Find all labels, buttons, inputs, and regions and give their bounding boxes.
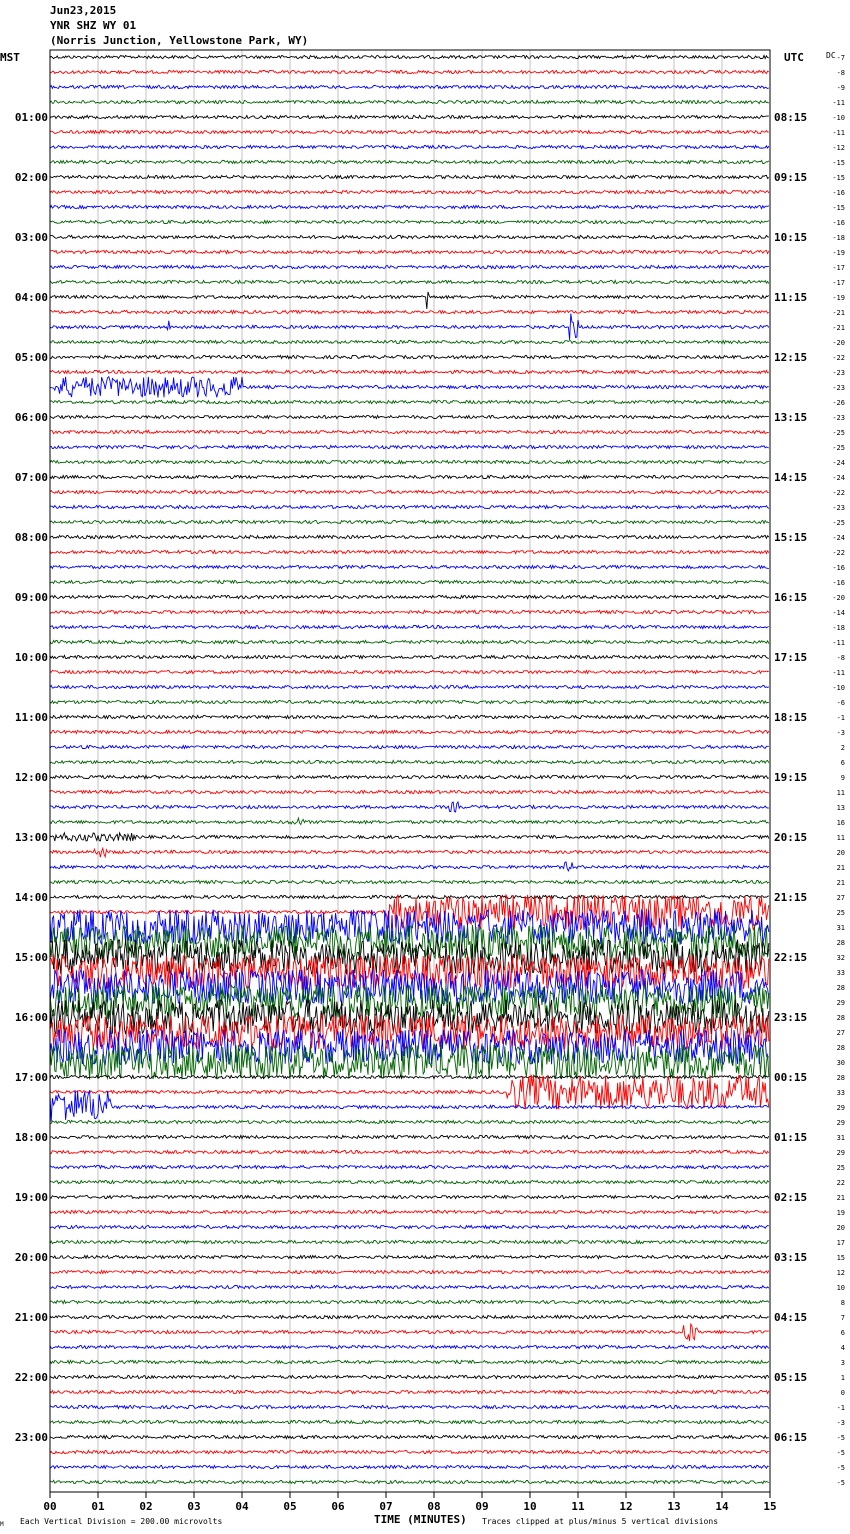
trace-row — [50, 70, 769, 73]
mst-hour-label: 08:00 — [14, 531, 48, 544]
trace-row — [50, 1360, 769, 1363]
dc-offset-label: -8 — [836, 654, 845, 662]
dc-offset-label: 28 — [836, 984, 845, 992]
dc-offset-label: -11 — [832, 129, 845, 137]
dc-offset-label: -14 — [832, 609, 845, 617]
utc-hour-label: 00:15 — [774, 1071, 808, 1084]
dc-offset-label: 16 — [836, 819, 845, 827]
mst-hour-label: 16:00 — [14, 1011, 48, 1024]
dc-offset-label: -15 — [832, 174, 845, 182]
dc-offset-label: -12 — [832, 144, 845, 152]
utc-hour-label: 16:15 — [774, 591, 808, 604]
dc-offset-label: 22 — [836, 1179, 845, 1187]
dc-offset-label: -8 — [836, 69, 845, 77]
dc-offset-label: -22 — [832, 354, 845, 362]
mst-hour-label: 17:00 — [14, 1071, 48, 1084]
dc-offset-label: 12 — [836, 1269, 845, 1277]
dc-offset-label: -25 — [832, 519, 845, 527]
mst-hour-label: 11:00 — [14, 711, 48, 724]
dc-offset-label: -24 — [832, 459, 845, 467]
dc-offset-label: -5 — [836, 1434, 845, 1442]
dc-offset-label: -16 — [832, 579, 845, 587]
dc-offset-label: -23 — [832, 414, 845, 422]
dc-offset-label: -23 — [832, 384, 845, 392]
dc-offset-label: -3 — [836, 729, 845, 737]
trace-row — [50, 460, 769, 463]
utc-hour-label: 11:15 — [774, 291, 808, 304]
trace-row — [50, 580, 769, 583]
trace-row — [50, 310, 769, 313]
dc-offset-label: -5 — [836, 1449, 845, 1457]
x-tick-label: 01 — [91, 1500, 105, 1513]
dc-offset-label: 25 — [836, 1164, 845, 1172]
dc-offset-label: -21 — [832, 309, 845, 317]
trace-row — [50, 1345, 769, 1348]
dc-offset-label: 29 — [836, 1149, 845, 1157]
x-tick-label: 03 — [187, 1500, 201, 1513]
x-tick-label: 13 — [667, 1500, 681, 1513]
trace-row — [50, 595, 769, 598]
dc-offset-label: -22 — [832, 549, 845, 557]
trace-row — [50, 730, 769, 733]
dc-offset-label: -7 — [836, 54, 845, 62]
utc-hour-label: 08:15 — [774, 111, 808, 124]
trace-row — [50, 1075, 769, 1078]
trace-row — [50, 130, 769, 133]
trace-row — [50, 145, 769, 148]
trace-row — [50, 862, 769, 871]
trace-row — [50, 1150, 769, 1153]
dc-offset-label: 4 — [840, 1344, 845, 1352]
x-tick-label: 15 — [763, 1500, 777, 1513]
left-tz-label: MST — [0, 51, 20, 64]
trace-row — [50, 175, 769, 178]
trace-row — [50, 700, 769, 703]
dc-offset-label: 10 — [836, 1284, 845, 1292]
trace-row — [50, 535, 769, 538]
dc-offset-label: 33 — [836, 1089, 845, 1097]
mst-hour-label: 10:00 — [14, 651, 48, 664]
dc-offset-label: 29 — [836, 1119, 845, 1127]
x-tick-label: 05 — [283, 1500, 297, 1513]
trace-row — [50, 400, 769, 403]
trace-row — [50, 415, 769, 418]
mst-hour-label: 09:00 — [14, 591, 48, 604]
trace-row — [50, 1255, 769, 1258]
dc-offset-label: -21 — [832, 324, 845, 332]
dc-offset-label: 2 — [840, 744, 845, 752]
mst-hour-label: 02:00 — [14, 171, 48, 184]
dc-offset-label: 21 — [836, 864, 845, 872]
trace-row — [50, 1480, 769, 1483]
dc-offset-label: 30 — [836, 1059, 845, 1067]
mst-hour-label: 19:00 — [14, 1191, 48, 1204]
dc-offset-label: 29 — [836, 999, 845, 1007]
trace-row — [50, 85, 769, 88]
clip-note: Traces clipped at plus/minus 5 vertical divisions — [482, 1517, 719, 1526]
dc-offset-label: -6 — [836, 699, 845, 707]
utc-hour-label: 04:15 — [774, 1311, 808, 1324]
dc-offset-label: -17 — [832, 279, 845, 287]
dc-offset-label: 21 — [836, 879, 845, 887]
dc-offset-label: -11 — [832, 669, 845, 677]
dc-offset-label: 0 — [840, 1389, 845, 1397]
utc-hour-label: 19:15 — [774, 771, 808, 784]
dc-offset-label: 27 — [836, 894, 845, 902]
trace-row — [50, 745, 769, 748]
dc-offset-label: -15 — [832, 204, 845, 212]
x-tick-label: 07 — [379, 1500, 393, 1513]
dc-offset-label: -17 — [832, 264, 845, 272]
utc-hour-label: 10:15 — [774, 231, 808, 244]
trace-row — [50, 1465, 769, 1468]
trace-row — [50, 818, 769, 825]
trace-row — [50, 1315, 769, 1318]
mst-hour-label: 14:00 — [14, 891, 48, 904]
dc-offset-label: -19 — [832, 294, 845, 302]
header-location: (Norris Junction, Yellowstone Park, WY) — [50, 34, 309, 47]
x-tick-label: 06 — [331, 1500, 345, 1513]
trace-row — [50, 1090, 769, 1121]
x-tick-label: 00 — [43, 1500, 57, 1513]
utc-hour-label: 18:15 — [774, 711, 808, 724]
dc-offset-label: 15 — [836, 1254, 845, 1262]
dc-offset-label: -23 — [832, 369, 845, 377]
dc-offset-label: 11 — [836, 789, 845, 797]
trace-row — [50, 880, 769, 883]
trace-row — [50, 220, 769, 223]
mst-hour-label: 03:00 — [14, 231, 48, 244]
trace-row — [50, 445, 769, 448]
dc-offset-label: -23 — [832, 504, 845, 512]
dc-offset-label: -24 — [832, 534, 845, 542]
trace-row — [50, 370, 769, 373]
trace-row — [50, 550, 769, 553]
x-tick-label: 11 — [571, 1500, 585, 1513]
utc-hour-label: 15:15 — [774, 531, 808, 544]
trace-row — [50, 1270, 769, 1273]
trace-row — [50, 235, 769, 238]
trace-row — [50, 655, 769, 658]
utc-hour-label: 03:15 — [774, 1251, 808, 1264]
utc-hour-label: 06:15 — [774, 1431, 808, 1444]
dc-offset-label: 25 — [836, 909, 845, 917]
utc-hour-label: 22:15 — [774, 951, 808, 964]
trace-row — [50, 895, 769, 898]
trace-row — [50, 355, 769, 358]
dc-offset-label: 29 — [836, 1104, 845, 1112]
trace-row — [50, 1225, 769, 1228]
trace-row — [50, 314, 769, 340]
dc-offset-label: 20 — [836, 849, 845, 857]
trace-row — [50, 610, 769, 613]
dc-offset-label: 6 — [840, 1329, 845, 1337]
trace-row — [50, 640, 769, 643]
dc-offset-label: 17 — [836, 1239, 845, 1247]
dc-offset-label: 28 — [836, 939, 845, 947]
utc-hour-label: 02:15 — [774, 1191, 808, 1204]
mst-hour-label: 18:00 — [14, 1131, 48, 1144]
x-tick-label: 09 — [475, 1500, 489, 1513]
trace-row — [50, 625, 769, 628]
dc-offset-label: 3 — [840, 1359, 845, 1367]
utc-hour-label: 17:15 — [774, 651, 808, 664]
trace-row — [50, 265, 769, 268]
utc-hour-label: 12:15 — [774, 351, 808, 364]
dc-offset-label: 13 — [836, 804, 845, 812]
trace-row — [50, 565, 769, 568]
dc-label: DC — [826, 51, 836, 60]
dc-offset-label: 28 — [836, 1044, 845, 1052]
dc-offset-label: -20 — [832, 594, 845, 602]
utc-hour-label: 20:15 — [774, 831, 808, 844]
trace-row — [50, 490, 769, 493]
dc-offset-label: -25 — [832, 444, 845, 452]
trace-row — [50, 475, 769, 478]
dc-offset-label: -9 — [836, 84, 845, 92]
utc-hour-label: 21:15 — [774, 891, 808, 904]
utc-hour-label: 09:15 — [774, 171, 808, 184]
dc-offset-label: 19 — [836, 1209, 845, 1217]
dc-offset-label: -20 — [832, 339, 845, 347]
mst-hour-label: 15:00 — [14, 951, 48, 964]
x-tick-label: 10 — [523, 1500, 537, 1513]
dc-offset-label: -19 — [832, 249, 845, 257]
utc-hour-label: 23:15 — [774, 1011, 808, 1024]
trace-row — [50, 1165, 769, 1168]
dc-offset-label: 28 — [836, 1074, 845, 1082]
trace-row — [50, 1324, 769, 1341]
dc-offset-label: -11 — [832, 99, 845, 107]
mst-hour-label: 01:00 — [14, 111, 48, 124]
header-station: YNR SHZ WY 01 — [50, 19, 137, 32]
trace-row — [50, 1450, 769, 1453]
dc-offset-label: -18 — [832, 624, 845, 632]
right-tz-label: UTC — [784, 51, 804, 64]
trace-row — [50, 160, 769, 163]
x-tick-label: 04 — [235, 1500, 249, 1513]
dc-offset-label: -10 — [832, 114, 845, 122]
dc-offset-label: -3 — [836, 1419, 845, 1427]
dc-offset-label: 7 — [840, 1314, 845, 1322]
dc-offset-label: -5 — [836, 1479, 845, 1487]
x-tick-label: 02 — [139, 1500, 153, 1513]
dc-offset-label: 20 — [836, 1224, 845, 1232]
dc-offset-label: 8 — [840, 1299, 845, 1307]
trace-row — [50, 1405, 769, 1408]
trace-row — [50, 205, 769, 208]
dc-offset-label: 31 — [836, 1134, 845, 1142]
dc-offset-label: -16 — [832, 219, 845, 227]
utc-hour-label: 13:15 — [774, 411, 808, 424]
scale-note: Each Vertical Division = 200.00 microvolts — [20, 1517, 223, 1526]
trace-row — [50, 280, 769, 283]
trace-row — [50, 685, 769, 688]
trace-row — [50, 1285, 769, 1288]
mst-hour-label: 04:00 — [14, 291, 48, 304]
utc-hour-label: 05:15 — [774, 1371, 808, 1384]
trace-row — [50, 1435, 769, 1438]
dc-offset-label: 27 — [836, 1029, 845, 1037]
mst-hour-label: 22:00 — [14, 1371, 48, 1384]
dc-offset-label: -11 — [832, 639, 845, 647]
dc-offset-label: -25 — [832, 429, 845, 437]
trace-row — [50, 377, 769, 398]
dc-offset-label: -15 — [832, 159, 845, 167]
trace-row — [50, 833, 769, 841]
trace-row — [50, 1300, 769, 1303]
x-tick-label: 08 — [427, 1500, 441, 1513]
x-axis-title: TIME (MINUTES) — [374, 1513, 467, 1526]
dc-offset-label: -26 — [832, 399, 845, 407]
dc-offset-label: -22 — [832, 489, 845, 497]
trace-row — [50, 340, 769, 343]
utc-hour-label: 14:15 — [774, 471, 808, 484]
trace-row — [50, 1390, 769, 1393]
trace-row — [50, 1045, 769, 1080]
trace-row — [50, 250, 769, 253]
trace-row — [50, 190, 769, 193]
mst-hour-label: 21:00 — [14, 1311, 48, 1324]
trace-row — [50, 520, 769, 523]
trace-row — [50, 115, 769, 118]
utc-hour-label: 01:15 — [774, 1131, 808, 1144]
mst-hour-label: 07:00 — [14, 471, 48, 484]
trace-row — [50, 802, 769, 812]
mst-hour-label: 05:00 — [14, 351, 48, 364]
trace-row — [50, 55, 769, 58]
trace-row — [50, 775, 769, 778]
dc-offset-label: -16 — [832, 564, 845, 572]
header-date: Jun23,2015 — [50, 4, 117, 17]
trace-row — [50, 670, 769, 673]
dc-offset-label: -16 — [832, 189, 845, 197]
mst-hour-label: 06:00 — [14, 411, 48, 424]
mst-hour-label: 20:00 — [14, 1251, 48, 1264]
dc-offset-label: 28 — [836, 1014, 845, 1022]
trace-row — [50, 715, 769, 718]
dc-offset-label: -1 — [836, 714, 845, 722]
trace-row — [50, 1420, 769, 1423]
dc-offset-label: -10 — [832, 684, 845, 692]
dc-offset-label: -18 — [832, 234, 845, 242]
trace-row — [50, 1120, 769, 1123]
mst-hour-label: 23:00 — [14, 1431, 48, 1444]
trace-row — [50, 1075, 769, 1110]
dc-offset-label: 11 — [836, 834, 845, 842]
mst-hour-label: 13:00 — [14, 831, 48, 844]
dc-offset-label: -24 — [832, 474, 845, 482]
trace-row — [50, 848, 769, 857]
trace-row — [50, 1195, 769, 1198]
dc-offset-label: 6 — [840, 759, 845, 767]
dc-offset-label: 33 — [836, 969, 845, 977]
trace-row — [50, 505, 769, 508]
dc-offset-label: 31 — [836, 924, 845, 932]
trace-row — [50, 292, 769, 309]
trace-row — [50, 1240, 769, 1243]
dc-offset-label: -1 — [836, 1404, 845, 1412]
dc-offset-label: 1 — [840, 1374, 845, 1382]
trace-row — [50, 1180, 769, 1183]
dc-offset-label: 32 — [836, 954, 845, 962]
trace-row — [50, 760, 769, 763]
dc-offset-label: 9 — [840, 774, 845, 782]
trace-row — [50, 1375, 769, 1378]
x-tick-label: 12 — [619, 1500, 633, 1513]
trace-row — [50, 1135, 769, 1138]
dc-offset-label: -5 — [836, 1464, 845, 1472]
mst-hour-label: 12:00 — [14, 771, 48, 784]
trace-row — [50, 430, 769, 433]
corner-mark: M — [0, 1521, 4, 1528]
trace-row — [50, 790, 769, 793]
trace-row — [50, 100, 769, 103]
x-tick-label: 14 — [715, 1500, 729, 1513]
dc-offset-label: 21 — [836, 1194, 845, 1202]
trace-row — [50, 1210, 769, 1213]
